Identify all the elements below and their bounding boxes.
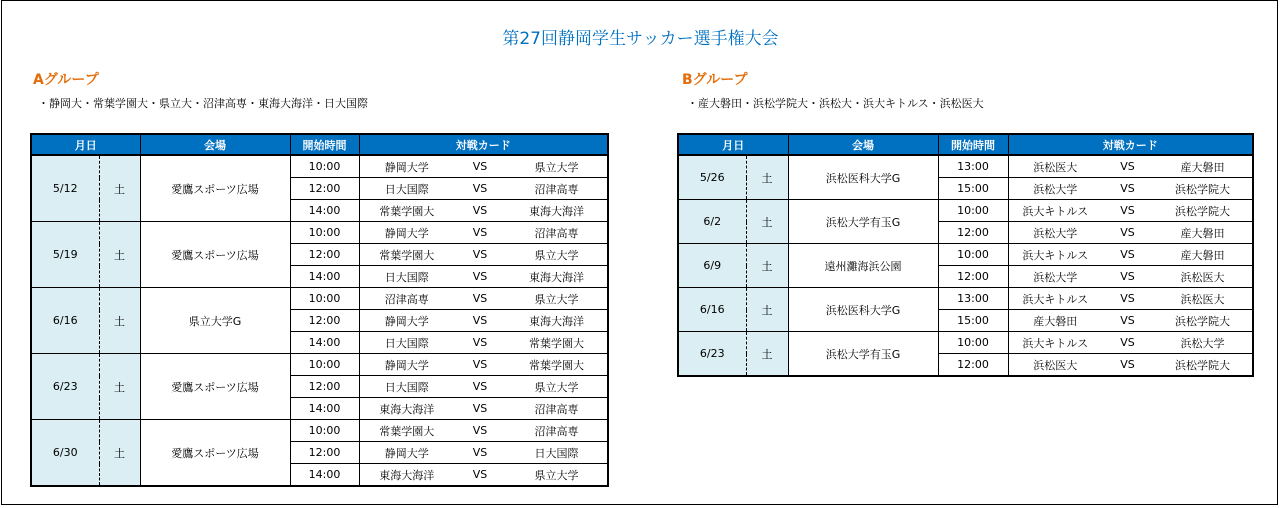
- match-date: 6/30: [31, 420, 99, 487]
- kickoff-time: 15:00: [938, 178, 1008, 200]
- match-date: 6/16: [678, 288, 746, 332]
- match-row: [31, 155, 608, 178]
- away-team: 県立大学: [506, 464, 608, 487]
- header-card: 対戦カード: [1008, 134, 1253, 155]
- match-venue: 浜松大学有玉G: [788, 200, 938, 244]
- match-venue: 県立大学G: [140, 288, 290, 354]
- home-team: 浜大キトルス: [1008, 244, 1102, 266]
- vs-label: VS: [454, 266, 506, 288]
- home-team: 常葉学園大: [359, 200, 454, 222]
- home-team: 常葉学園大: [359, 244, 454, 266]
- away-team: 常葉学園大: [506, 354, 608, 376]
- vs-label: VS: [1102, 155, 1153, 178]
- vs-label: VS: [1102, 178, 1153, 200]
- away-team: 県立大学: [506, 376, 608, 398]
- vs-label: VS: [454, 178, 506, 200]
- home-team: 静岡大学: [359, 442, 454, 464]
- match-day-block: [31, 288, 608, 354]
- match-date: 5/26: [678, 155, 746, 200]
- away-team: 沼津高専: [506, 222, 608, 244]
- away-team: 東海大海洋: [506, 310, 608, 332]
- match-venue: 遠州灘海浜公園: [788, 244, 938, 288]
- kickoff-time: 12:00: [938, 222, 1008, 244]
- vs-label: VS: [454, 288, 506, 310]
- kickoff-time: 12:00: [290, 178, 359, 200]
- match-venue: 愛鷹スポーツ広場: [140, 155, 290, 222]
- away-team: 浜松学院大: [1153, 354, 1253, 377]
- match-venue: 愛鷹スポーツ広場: [140, 222, 290, 288]
- away-team: 浜松学院大: [1153, 200, 1253, 222]
- match-date: 6/9: [678, 244, 746, 288]
- kickoff-time: 10:00: [938, 200, 1008, 222]
- away-team: 日大国際: [506, 442, 608, 464]
- kickoff-time: 10:00: [290, 420, 359, 442]
- vs-label: VS: [454, 222, 506, 244]
- vs-label: VS: [454, 354, 506, 376]
- match-weekday: 土: [746, 244, 788, 288]
- home-team: 日大国際: [359, 332, 454, 354]
- vs-label: VS: [1102, 288, 1153, 310]
- match-venue: 浜松大学有玉G: [788, 332, 938, 377]
- match-row: [678, 200, 1253, 222]
- match-row: [31, 354, 608, 376]
- away-team: 東海大海洋: [506, 200, 608, 222]
- vs-label: VS: [454, 398, 506, 420]
- away-team: 沼津高専: [506, 398, 608, 420]
- match-day-block: [678, 332, 1253, 377]
- home-team: 静岡大学: [359, 310, 454, 332]
- kickoff-time: 12:00: [938, 354, 1008, 377]
- away-team: 産大磐田: [1153, 222, 1253, 244]
- home-team: 静岡大学: [359, 155, 454, 178]
- home-team: 産大磐田: [1008, 310, 1102, 332]
- kickoff-time: 12:00: [290, 376, 359, 398]
- kickoff-time: 13:00: [938, 155, 1008, 178]
- header-time: 開始時間: [290, 134, 359, 155]
- home-team: 東海大海洋: [359, 464, 454, 487]
- home-team: 浜松医大: [1008, 354, 1102, 377]
- away-team: 浜松大学: [1153, 332, 1253, 354]
- kickoff-time: 13:00: [938, 288, 1008, 310]
- group-b-teams: ・産大磐田・浜松学院大・浜松大・浜大キトルス・浜松医大: [687, 97, 984, 110]
- home-team: 浜松大学: [1008, 222, 1102, 244]
- match-weekday: 土: [746, 332, 788, 377]
- vs-label: VS: [454, 442, 506, 464]
- kickoff-time: 12:00: [290, 310, 359, 332]
- home-team: 浜松医大: [1008, 155, 1102, 178]
- home-team: 浜松大学: [1008, 178, 1102, 200]
- match-weekday: 土: [99, 222, 140, 288]
- match-venue: 浜松医科大学G: [788, 288, 938, 332]
- match-day-block: [678, 155, 1253, 200]
- away-team: 浜松学院大: [1153, 310, 1253, 332]
- kickoff-time: 14:00: [290, 464, 359, 487]
- header-card: 対戦カード: [359, 134, 608, 155]
- kickoff-time: 12:00: [290, 244, 359, 266]
- match-weekday: 土: [746, 200, 788, 244]
- vs-label: VS: [454, 155, 506, 178]
- kickoff-time: 10:00: [290, 354, 359, 376]
- away-team: 浜松医大: [1153, 288, 1253, 310]
- vs-label: VS: [454, 310, 506, 332]
- kickoff-time: 14:00: [290, 332, 359, 354]
- match-date: 5/19: [31, 222, 99, 288]
- away-team: 東海大海洋: [506, 266, 608, 288]
- home-team: 沼津高専: [359, 288, 454, 310]
- page-title: 第27回静岡学生サッカー選手権大会: [502, 29, 779, 49]
- kickoff-time: 15:00: [938, 310, 1008, 332]
- match-day-block: [31, 420, 608, 487]
- home-team: 常葉学園大: [359, 420, 454, 442]
- away-team: 産大磐田: [1153, 155, 1253, 178]
- match-weekday: 土: [746, 155, 788, 200]
- match-weekday: 土: [99, 288, 140, 354]
- match-row: [31, 222, 608, 244]
- kickoff-time: 14:00: [290, 398, 359, 420]
- home-team: 日大国際: [359, 178, 454, 200]
- match-day-block: [678, 288, 1253, 332]
- home-team: 日大国際: [359, 266, 454, 288]
- match-row: [678, 288, 1253, 310]
- group-a-heading: Aグループ: [33, 72, 99, 88]
- header-venue: 会場: [788, 134, 938, 155]
- vs-label: VS: [1102, 310, 1153, 332]
- match-day-block: [31, 155, 608, 222]
- kickoff-time: 14:00: [290, 200, 359, 222]
- vs-label: VS: [1102, 266, 1153, 288]
- match-date: 6/23: [678, 332, 746, 377]
- match-date: 6/23: [31, 354, 99, 420]
- kickoff-time: 12:00: [290, 442, 359, 464]
- match-venue: 愛鷹スポーツ広場: [140, 420, 290, 487]
- match-row: [678, 332, 1253, 354]
- header-date: 月日: [31, 134, 140, 155]
- vs-label: VS: [454, 376, 506, 398]
- vs-label: VS: [1102, 222, 1153, 244]
- group-b-heading: Bグループ: [682, 72, 748, 88]
- kickoff-time: 10:00: [290, 222, 359, 244]
- header-time: 開始時間: [938, 134, 1008, 155]
- home-team: 浜大キトルス: [1008, 200, 1102, 222]
- home-team: 日大国際: [359, 376, 454, 398]
- match-venue: 愛鷹スポーツ広場: [140, 354, 290, 420]
- home-team: 浜大キトルス: [1008, 288, 1102, 310]
- match-venue: 浜松医科大学G: [788, 155, 938, 200]
- away-team: 沼津高専: [506, 178, 608, 200]
- home-team: 浜大キトルス: [1008, 332, 1102, 354]
- home-team: 静岡大学: [359, 222, 454, 244]
- match-row: [678, 244, 1253, 266]
- match-day-block: [678, 244, 1253, 288]
- vs-label: VS: [454, 200, 506, 222]
- match-row: [31, 288, 608, 310]
- vs-label: VS: [1102, 244, 1153, 266]
- away-team: 浜松医大: [1153, 266, 1253, 288]
- match-weekday: 土: [99, 354, 140, 420]
- vs-label: VS: [454, 420, 506, 442]
- match-weekday: 土: [746, 288, 788, 332]
- away-team: 県立大学: [506, 155, 608, 178]
- group-a-schedule-table: [30, 133, 609, 487]
- vs-label: VS: [454, 332, 506, 354]
- match-date: 5/12: [31, 155, 99, 222]
- match-weekday: 土: [99, 155, 140, 222]
- vs-label: VS: [1102, 200, 1153, 222]
- vs-label: VS: [1102, 354, 1153, 377]
- match-weekday: 土: [99, 420, 140, 487]
- home-team: 静岡大学: [359, 354, 454, 376]
- away-team: 産大磐田: [1153, 244, 1253, 266]
- away-team: 沼津高専: [506, 420, 608, 442]
- away-team: 県立大学: [506, 244, 608, 266]
- match-row: [31, 420, 608, 442]
- match-day-block: [678, 200, 1253, 244]
- kickoff-time: 10:00: [290, 155, 359, 178]
- away-team: 県立大学: [506, 288, 608, 310]
- vs-label: VS: [454, 464, 506, 487]
- home-team: 東海大海洋: [359, 398, 454, 420]
- match-day-block: [31, 222, 608, 288]
- kickoff-time: 10:00: [938, 332, 1008, 354]
- header-date: 月日: [678, 134, 788, 155]
- group-b-schedule-table: [677, 133, 1254, 377]
- kickoff-time: 10:00: [290, 288, 359, 310]
- kickoff-time: 14:00: [290, 266, 359, 288]
- match-day-block: [31, 354, 608, 420]
- match-date: 6/16: [31, 288, 99, 354]
- group-a-teams: ・静岡大・常葉学園大・県立大・沼津高専・東海大海洋・日大国際: [38, 97, 368, 110]
- header-venue: 会場: [140, 134, 290, 155]
- home-team: 浜松大学: [1008, 266, 1102, 288]
- away-team: 常葉学園大: [506, 332, 608, 354]
- match-row: [678, 155, 1253, 178]
- kickoff-time: 12:00: [938, 266, 1008, 288]
- match-date: 6/2: [678, 200, 746, 244]
- away-team: 浜松学院大: [1153, 178, 1253, 200]
- vs-label: VS: [454, 244, 506, 266]
- kickoff-time: 10:00: [938, 244, 1008, 266]
- vs-label: VS: [1102, 332, 1153, 354]
